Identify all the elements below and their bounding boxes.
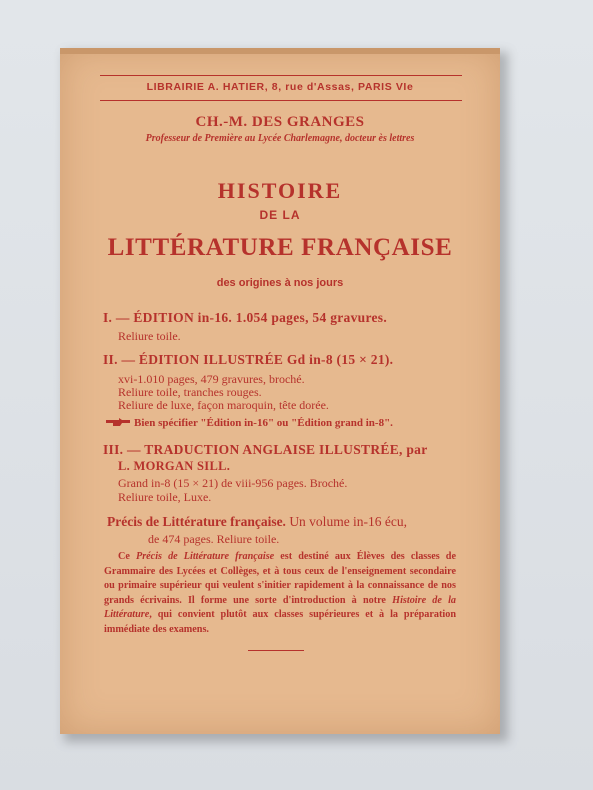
precis-format: Un volume in-16 écu, bbox=[285, 514, 408, 529]
edition-note-text: Bien spécifier "Édition in-16" ou "Édition grand in-8". bbox=[134, 417, 393, 430]
edition-3-binding: Reliure toile, Luxe. bbox=[118, 490, 212, 504]
edition-3-pages: Grand in-8 (15 × 21) de viii-956 pages. Broché. bbox=[118, 476, 348, 490]
bottom-rule bbox=[248, 650, 304, 651]
precis-desc-b: Précis de Littérature française bbox=[135, 551, 275, 562]
precis-title: Précis de Littérature française. bbox=[107, 514, 286, 529]
edition-1-heading: I. — ÉDITION in-16. 1.054 pages, 54 gravures. bbox=[103, 310, 388, 325]
title-de-la: DE LA bbox=[259, 208, 301, 222]
top-rule-lower bbox=[100, 100, 462, 101]
edition-3-heading: III. — TRADUCTION ANGLAISE ILLUSTRÉE, par bbox=[103, 442, 428, 457]
cover-top-edge bbox=[60, 48, 500, 54]
precis-desc-e: , qui convient plutôt aux classes supérieures et à la préparation immédiate des examens. bbox=[104, 609, 456, 635]
edition-2-binding-1: Reliure toile, tranches rouges. bbox=[118, 385, 262, 399]
edition-2-binding-2: Reliure de luxe, façon maroquin, tête dorée. bbox=[118, 398, 329, 412]
publisher-line: LIBRAIRIE A. HATIER, 8, rue d'Assas, PARIS VIe bbox=[146, 81, 414, 93]
precis-description bbox=[104, 550, 456, 638]
edition-3-translator: L. MORGAN SILL. bbox=[118, 459, 231, 473]
edition-note bbox=[105, 417, 393, 430]
edition-2-pages: xvi-1.010 pages, 479 gravures, broché. bbox=[118, 372, 305, 386]
precis-desc-c: est destiné aux Élèves des classes de Grammaire des Lycées et Collèges, et à tous ceux de l'enseignement secondaire ou primaire supérieur qui veulent s'initier rapidement à la connaissance de nos grands écrivains. Il forme une sorte d'introduction à notre bbox=[104, 551, 456, 606]
precis-pages: de 474 pages. Reliure toile. bbox=[148, 532, 280, 546]
pointing-hand-icon bbox=[105, 417, 131, 430]
title-litterature: LITTÉRATURE FRANÇAISE bbox=[107, 234, 453, 261]
edition-2-heading: II. — ÉDITION ILLUSTRÉE Gd in-8 (15 × 21). bbox=[103, 352, 394, 367]
precis-heading bbox=[107, 514, 407, 530]
precis-desc-d: Histoire de la Littérature bbox=[104, 594, 457, 621]
precis-desc-a: Ce bbox=[118, 551, 136, 562]
author-name: CH.-M. DES GRANGES bbox=[195, 114, 365, 130]
author-title: Professeur de Première au Lycée Charlemagne, docteur ès lettres bbox=[145, 133, 415, 144]
title-histoire: HISTOIRE bbox=[217, 178, 343, 203]
book-back-cover bbox=[60, 48, 500, 734]
edition-1-binding: Reliure toile. bbox=[118, 329, 181, 343]
top-rule-upper bbox=[100, 75, 462, 76]
title-subtitle: des origines à nos jours bbox=[216, 277, 344, 289]
